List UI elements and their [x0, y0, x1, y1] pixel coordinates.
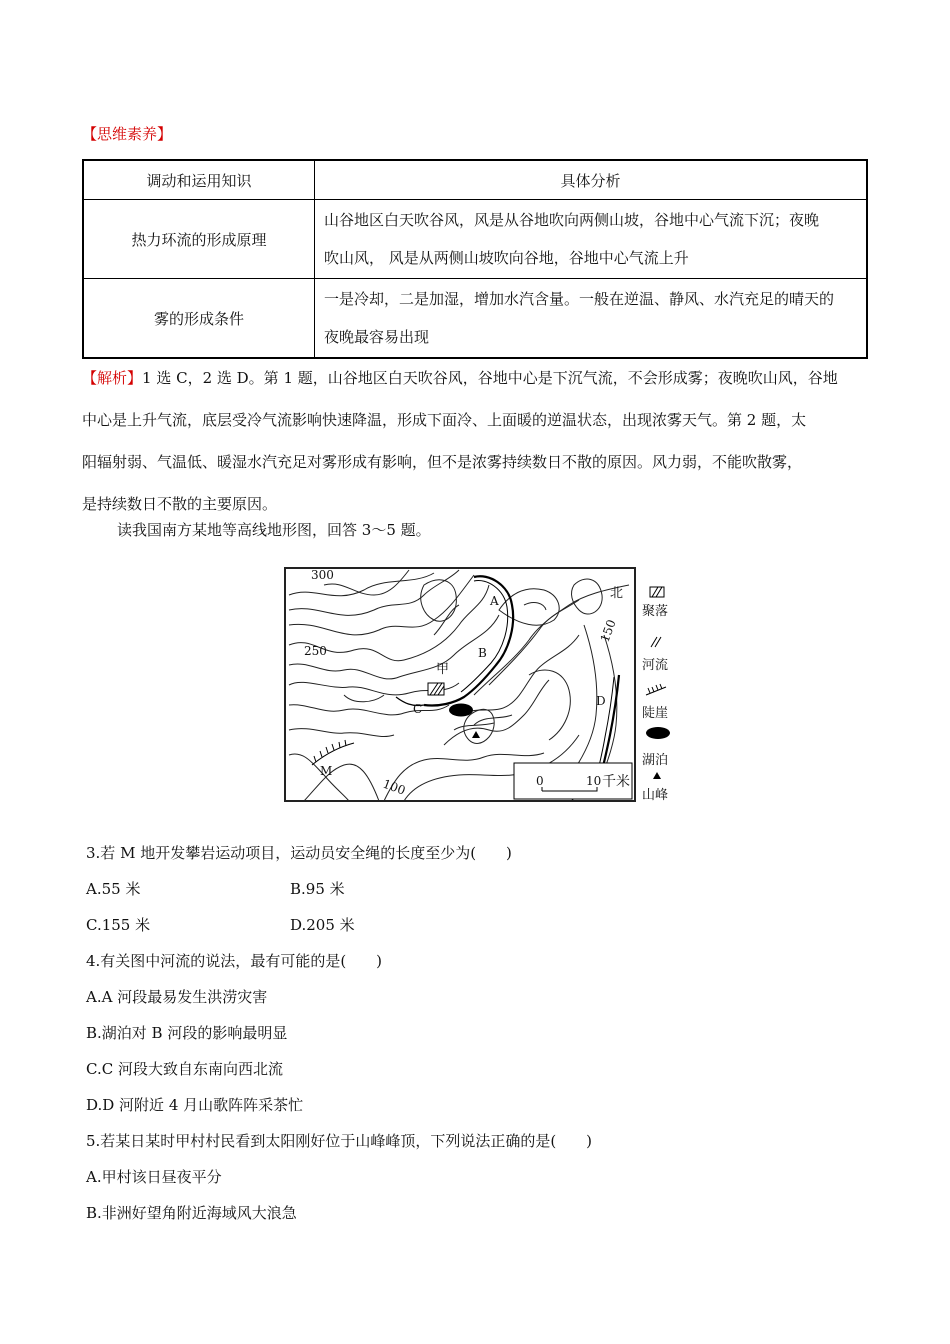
contour-label: 300	[311, 568, 334, 582]
question-option[interactable]: A.A 河段最易发生洪涝灾害	[86, 988, 268, 1006]
point-label: D	[596, 694, 606, 708]
table-header-cell: 具体分析	[315, 160, 868, 200]
scale-zero: 0	[536, 774, 544, 788]
legend-label: 湖泊	[642, 753, 669, 768]
table-cell-analysis	[315, 200, 868, 279]
question-option[interactable]: D.205 米	[290, 916, 355, 934]
point-label: C	[413, 702, 423, 716]
question-5-stem: 5.若某日某时甲村村民看到太阳刚好位于山峰峰顶，下列说法正确的是( )	[86, 1132, 593, 1150]
legend	[642, 587, 670, 803]
analysis-line: 阳辐射弱、气温低、暖湿水汽充足对雾形成有影响，但不是浓雾持续数日不散的原因。风力弱，不能吹散雾，	[82, 453, 803, 471]
analysis-line: 是持续数日不散的主要原因。	[82, 495, 278, 513]
river-lines	[396, 576, 619, 785]
question-option[interactable]: B.湖泊对 B 河段的影响最明显	[86, 1024, 288, 1042]
point-label: A	[490, 594, 499, 608]
question-option[interactable]: A.55 米	[86, 880, 141, 898]
table-row	[83, 200, 867, 279]
cliff-mark	[312, 740, 354, 765]
scale-value: 10	[586, 774, 602, 788]
legend-label: 山峰	[642, 788, 669, 803]
table-cell-analysis	[315, 279, 868, 359]
question-option[interactable]: B.95 米	[290, 880, 345, 898]
analysis-line: 夜晚最容易出现	[324, 328, 430, 346]
question-option[interactable]: A.甲村该日昼夜平分	[86, 1168, 222, 1186]
contour-map	[284, 565, 678, 807]
north-label: 北	[610, 586, 624, 601]
point-label: B	[478, 646, 487, 660]
question-option[interactable]: D.D 河附近 4 月山歌阵阵采茶忙	[86, 1096, 304, 1114]
question-4-stem: 4.有关图中河流的说法，最有可能的是( )	[86, 952, 383, 970]
analysis-line: 山谷地区白天吹谷风，风是从谷地吹向两侧山坡，谷地中心气流下沉；夜晚	[324, 211, 820, 229]
point-label: M	[320, 764, 333, 778]
knowledge-table	[82, 159, 868, 359]
contour-label: 150	[597, 617, 619, 645]
legend-label: 聚落	[642, 604, 669, 619]
village-label: 甲	[436, 662, 450, 677]
analysis-line: 一是冷却，二是加湿，增加水汽含量。一般在逆温、静风、水汽充足的晴天的	[324, 290, 835, 308]
table-row	[83, 279, 867, 359]
analysis-line: 中心是上升气流，底层受冷气流影响快速降温，形成下面冷、上面暖的逆温状态，出现浓雾天气。第 2 题，太	[82, 411, 807, 429]
question-3-stem: 3.若 M 地开发攀岩运动项目，运动员安全绳的长度至少为( )	[86, 844, 512, 862]
analysis-text: 1 选 C，2 选 D。第 1 题，山谷地区白天吹谷风，谷地中心是下沉气流，不会形成雾；夜晚吹山风，谷地	[142, 369, 838, 387]
analysis-paragraph	[82, 357, 872, 525]
peak-marker	[472, 731, 480, 738]
scale-unit: 千米	[602, 774, 630, 790]
table-header-row	[83, 160, 867, 200]
contour-label: 100	[380, 776, 408, 798]
section-title: 【思维素养】	[82, 125, 173, 143]
analysis-line: 吹山风， 风是从两侧山坡吹向谷地，谷地中心气流上升	[324, 249, 689, 267]
village-marker	[428, 683, 444, 695]
table-cell-topic: 热力环流的形成原理	[83, 200, 315, 279]
question-option[interactable]: B.非洲好望角附近海域风大浪急	[86, 1204, 297, 1222]
question-option[interactable]: C.155 米	[86, 916, 151, 934]
analysis-label: 【解析】	[82, 369, 143, 387]
question-option[interactable]: C.C 河段大致自东南向西北流	[86, 1060, 283, 1078]
legend-label: 河流	[642, 658, 669, 673]
contour-label: 250	[304, 644, 327, 658]
table-header-cell: 调动和运用知识	[83, 160, 315, 200]
intro-text: 读我国南方某地等高线地形图，回答 3～5 题。	[117, 521, 431, 539]
table-cell-topic: 雾的形成条件	[83, 279, 315, 359]
lake-marker	[449, 704, 473, 717]
legend-label: 陡崖	[642, 706, 669, 721]
analysis-line	[82, 357, 872, 399]
